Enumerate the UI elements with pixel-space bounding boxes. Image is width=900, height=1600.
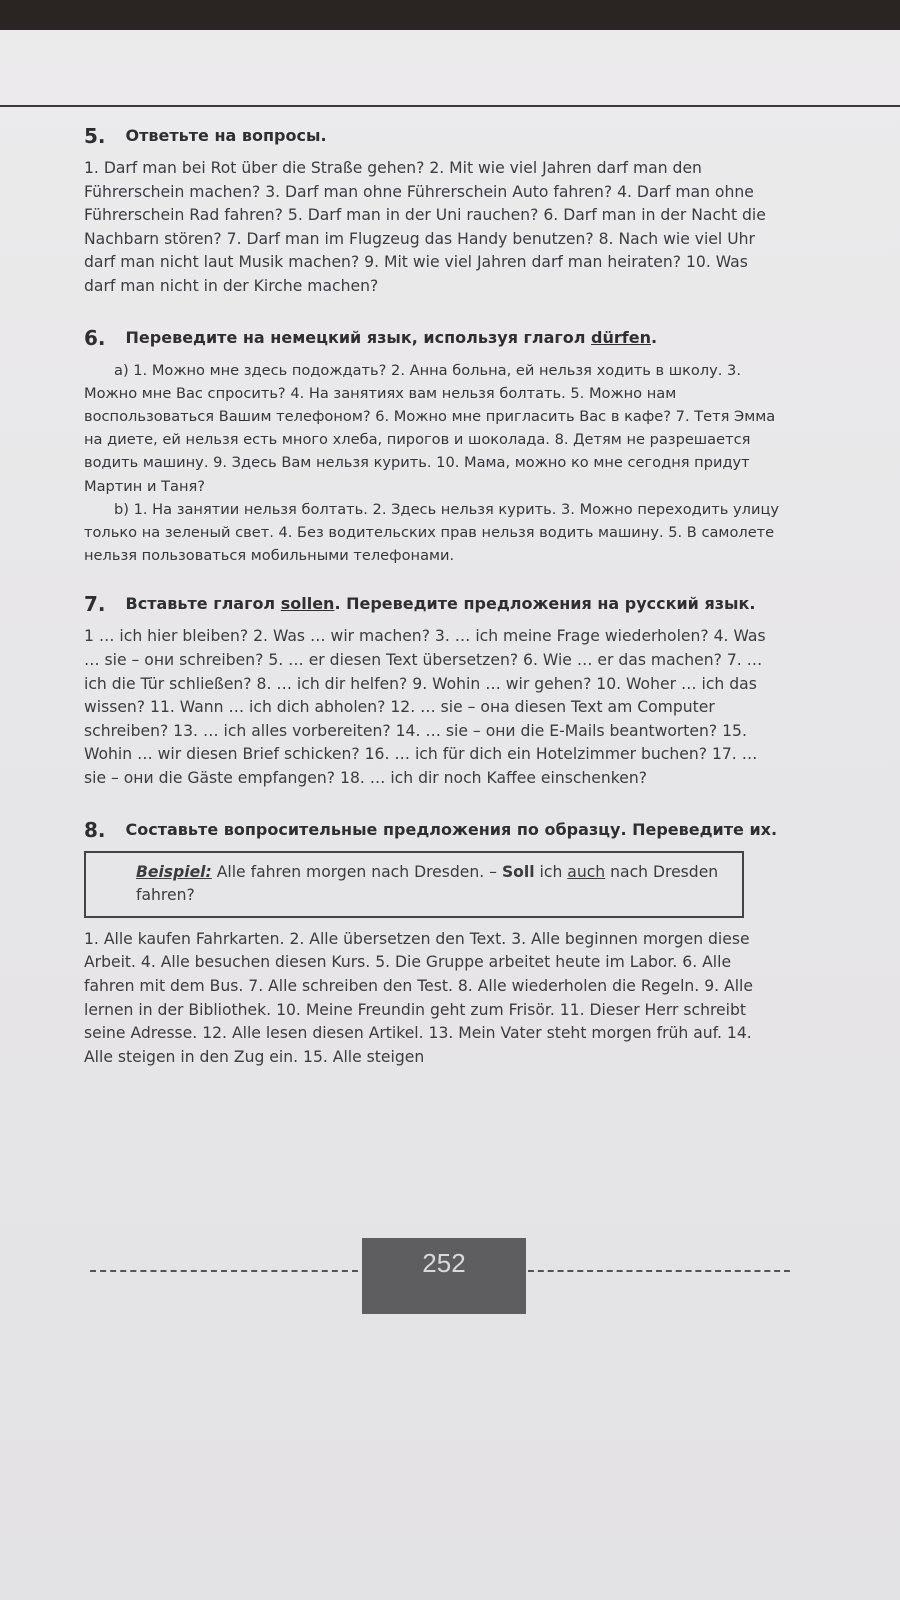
example-auch: auch [567, 862, 606, 881]
example-text-2: ich [534, 862, 568, 881]
exercise-8 [84, 819, 784, 1070]
exercise-7-text: 1 … ich hier bleiben? 2. Was … wir machen? 3. … ich meine Frage wiederholen? 4. Was … sie – они schreiben? 5. … er diesen Text übersetzen? 6. Wie … er das machen? 7. … ich die Tür schließen? 8. … ich dir helfen? 9. Wohin … wir gehen? 10. Woher … ich das wissen? 11. Wann … ich dich abholen? 12. … sie – она diesen Text am Computer schreiben? 13. … ich alles vorbereiten? 14. … sie – они die E-Mails beantworten? 15. Wohin … wir diesen Brief schicken? 16. … ich für dich ein Hotelzimmer buchen? 17. … sie – они die Gäste empfangen? 18. … ich dir noch Kaffee einschenken? [84, 627, 766, 787]
example-soll: Soll [501, 862, 535, 881]
exercise-5 [84, 125, 784, 299]
exercise-5-number: 5. [84, 124, 106, 148]
exercise-7-number: 7. [84, 592, 106, 617]
example-label: Beispiel: [136, 862, 212, 881]
exercise-8-heading [84, 819, 784, 841]
exercise-8-title: Составьте вопросительные предложения по образцу. Переведите их. [125, 819, 778, 839]
exercise-7-title-end: . Переведите предложения на русский язык. [334, 594, 756, 614]
page-number: 252 [362, 1238, 526, 1314]
exercise-6-title-end: . [650, 327, 658, 347]
exercise-7-title-verb: sollen [280, 594, 335, 614]
book-page [0, 30, 900, 1600]
exercise-6-title [126, 327, 658, 349]
exercise-5-title: Ответьте на вопросы. [125, 126, 327, 145]
exercise-7 [84, 593, 784, 790]
page-content [84, 125, 784, 1095]
top-rule [0, 105, 900, 107]
exercise-6-heading [84, 327, 784, 349]
footer-dash-left [90, 1270, 358, 1272]
exercise-7-title-text: Вставьте глагол [125, 594, 281, 614]
footer-dash-right [528, 1270, 790, 1272]
exercise-6-number: 6. [84, 325, 106, 350]
exercise-6 [84, 327, 784, 568]
exercise-5-text: 1. Darf man bei Rot über die Straße gehen? 2. Mit wie viel Jahren darf man den Führerschein machen? 3. Darf man ohne Führerschein Auto fahren? 4. Darf man ohne Führerschein Rad fahren? 5. Darf man in der Uni rauchen? 6. Darf man in der Nacht die Nachbarn stören? 7. Darf man im Flugzeug das Handy benutzen? 8. Nach wie viel Uhr darf man nicht laut Musik machen? 9. Mit wie viel Jahren darf man heiraten? 10. Was darf man nicht in der Kirche machen? [84, 159, 766, 295]
exercise-7-heading [84, 593, 784, 615]
exercise-5-heading [84, 125, 784, 147]
exercise-8-number: 8. [84, 817, 106, 842]
exercise-6-part-b: b) 1. На занятии нельзя болтать. 2. Здесь нельзя курить. 3. Можно переходить улицу только на зеленый свет. 4. Без водительских прав нельзя водить машину. 5. В самолете нельзя пользоваться мобильными телефонами. [84, 500, 780, 565]
example-text-1: Alle fahren morgen nach Dresden. – [211, 862, 502, 881]
example-text-3: nach Dresden fahren? [136, 862, 719, 905]
exercise-7-title [126, 593, 756, 615]
exercise-6-part-a: а) 1. Можно мне здесь подождать? 2. Анна больна, ей нельзя ходить в школу. 3. Можно мне Вас спросить? 4. На занятиях вам нельзя болтать. 5. Можно нам воспользоваться Вашим телефоном? 6. Можно мне пригласить Вас в кафе? 7. Тетя Эмма на диете, ей нельзя есть много хлеба, пирогов и шоколада. 8. Детям не разрешается водить машину. 9. Здесь Вам нельзя курить. 10. Мама, можно ко мне сегодня придут Мартин и Таня? [84, 361, 776, 495]
exercise-8-text: 1. Alle kaufen Fahrkarten. 2. Alle übersetzen den Text. 3. Alle beginnen morgen diese Arbeit. 4. Alle besuchen diesen Kurs. 5. Die Gruppe arbeitet heute im Labor. 6. Alle fahren mit dem Bus. 7. Alle schreiben den Test. 8. Alle wiederholen die Regeln. 9. Alle lernen in der Bibliothek. 10. Meine Freundin geht zum Frisör. 11. Dieser Herr schreibt seine Adresse. 12. Alle lesen diesen Artikel. 13. Mein Vater steht morgen früh auf. 14. Alle steigen in den Zug ein. 15. Alle steigen [84, 929, 753, 1066]
page-footer [80, 1238, 800, 1318]
exercise-6-title-text: Переведите на немецкий язык, используя глагол [125, 327, 592, 347]
example-box [84, 851, 744, 918]
exercise-6-title-verb: dürfen [591, 327, 651, 347]
